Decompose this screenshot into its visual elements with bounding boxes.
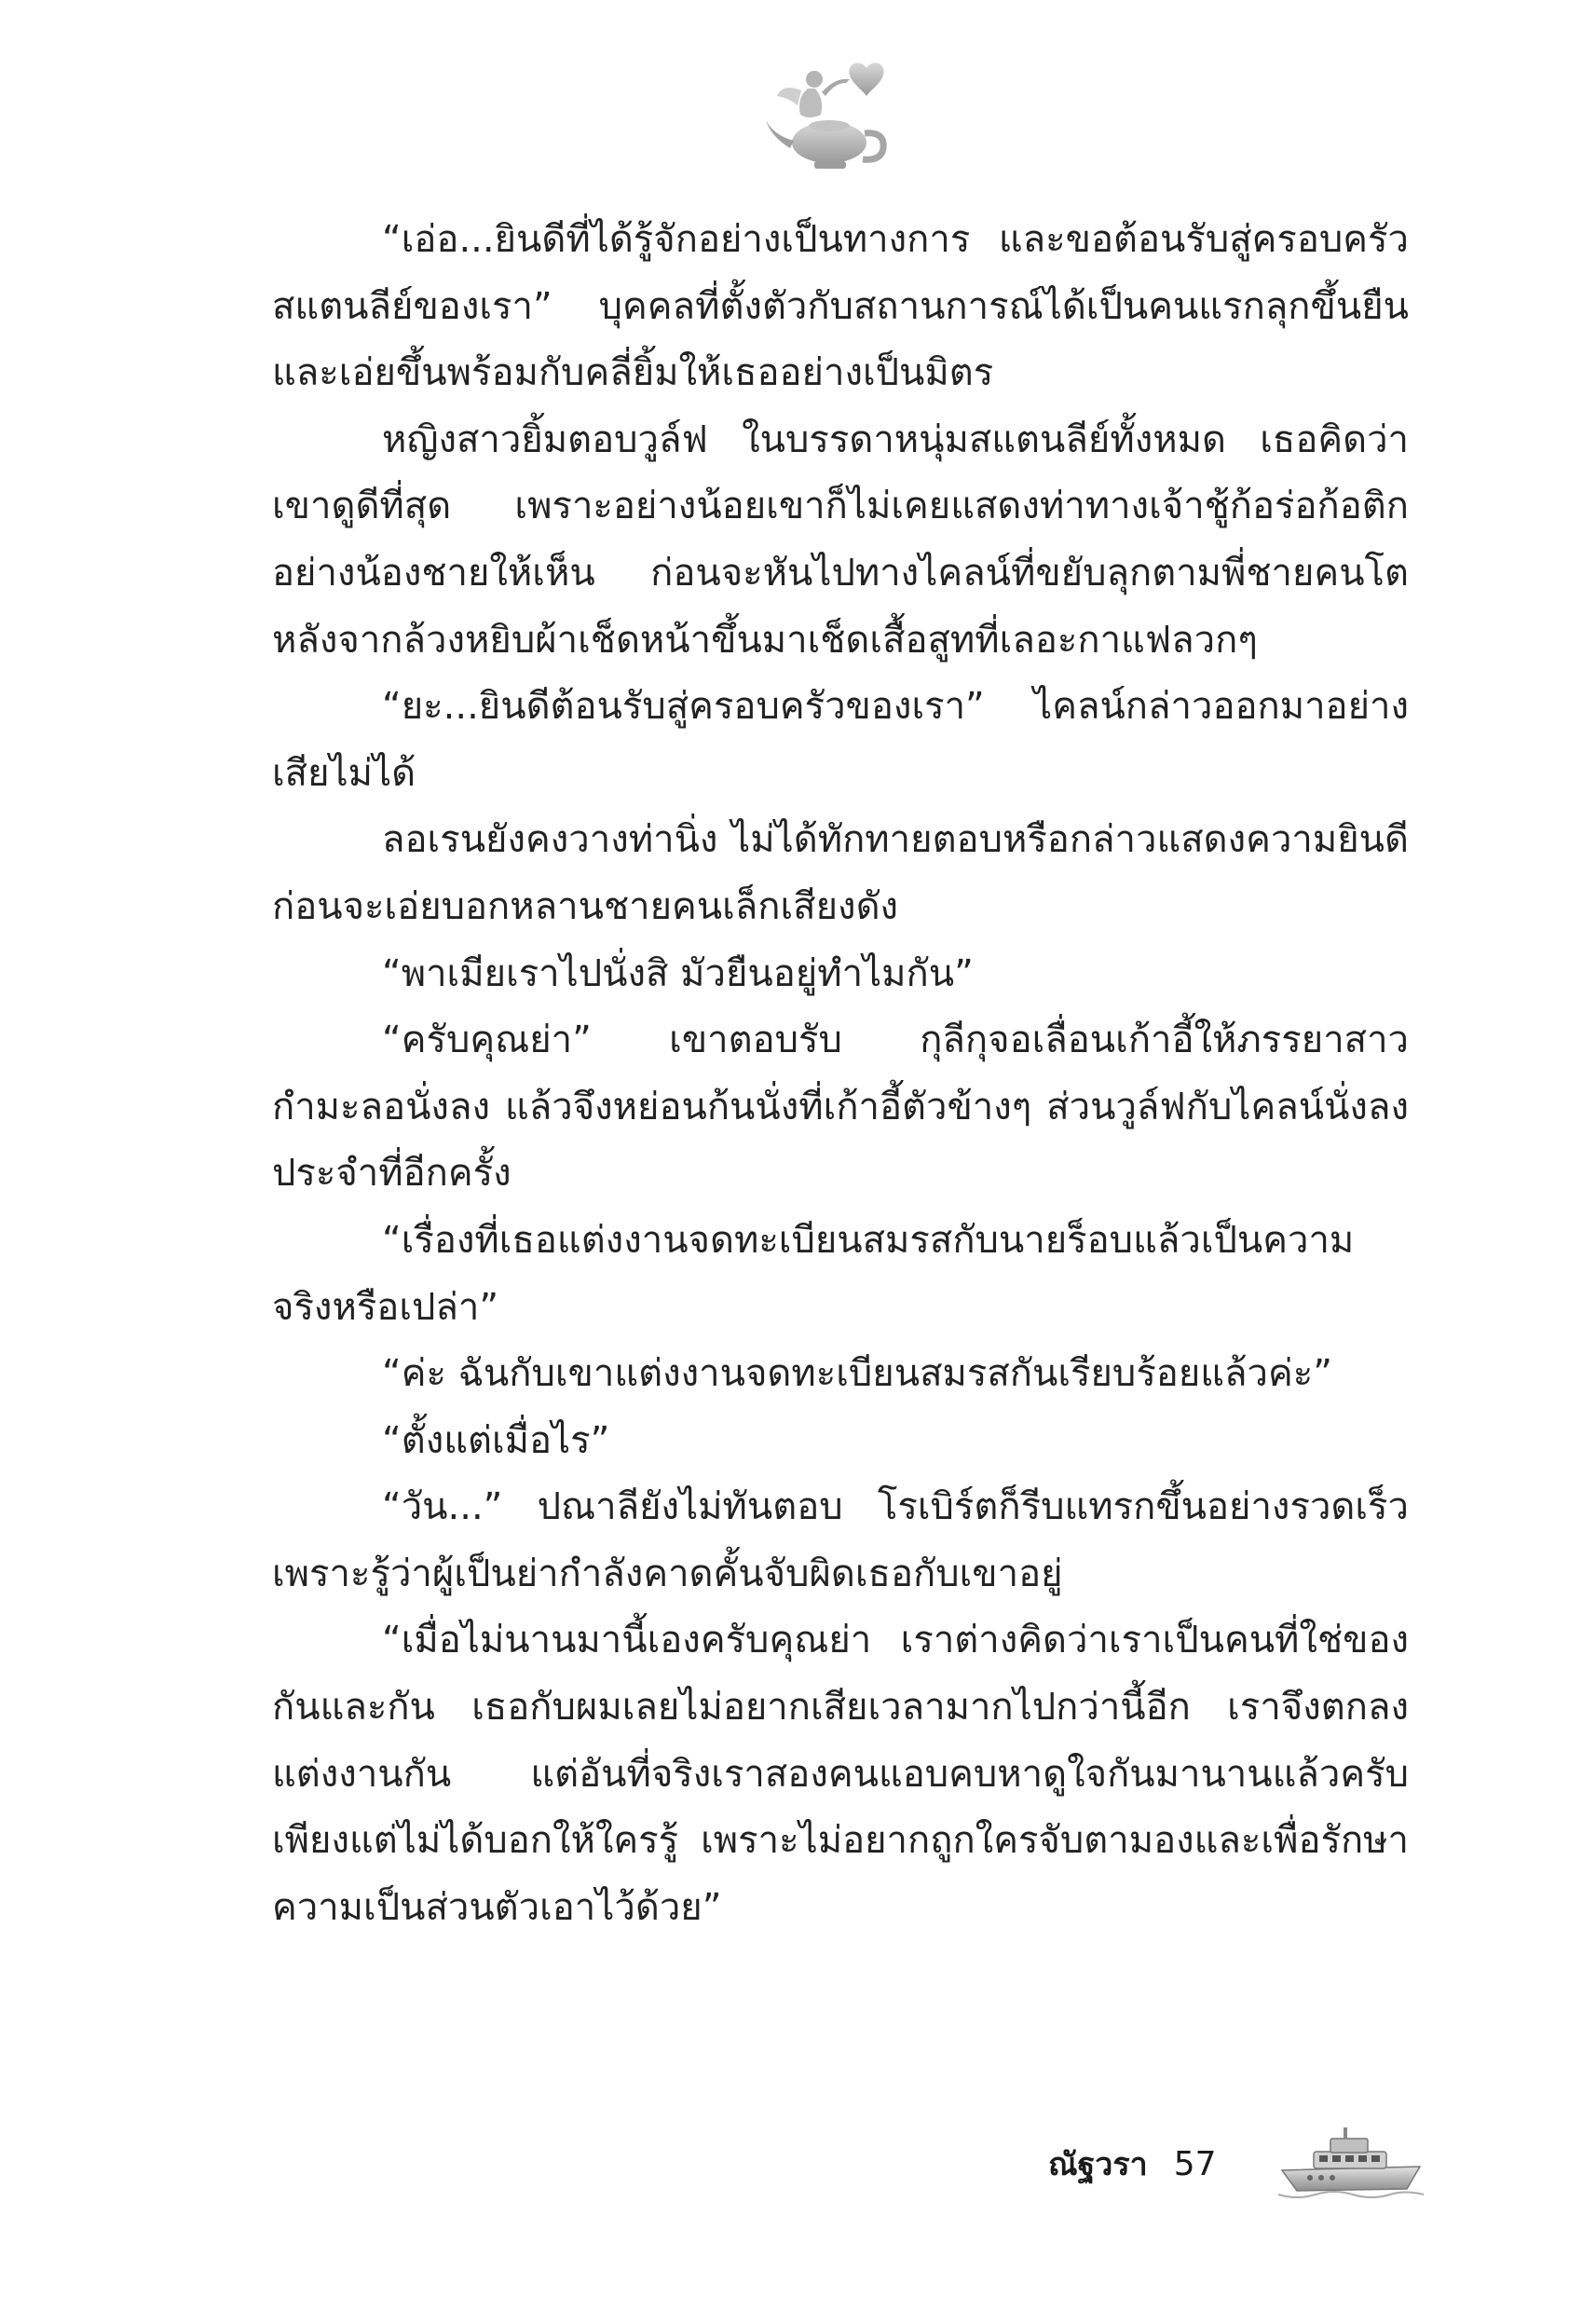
paragraph: “ยะ...ยินดีต้อนรับสู่ครอบครัวของเรา” ไคลน์กล่าวออกมาอย่างเสียไม่ได้ bbox=[272, 685, 1409, 795]
paragraph: “วัน...” ปณาลียังไม่ทันตอบ โรเบิร์ตก็รีบแทรกขึ้นอย่างรวดเร็วเพราะรู้ว่าผู้เป็นย่ากำลังคาดคั้นจับผิดเธอกับเขาอยู่ bbox=[272, 1485, 1409, 1595]
paragraph: “ตั้งแต่เมื่อไร” bbox=[382, 1418, 610, 1462]
book-title: ณัฐวรา bbox=[1048, 2146, 1148, 2183]
paragraph: “เรื่องที่เธอแต่งงานจดทะเบียนสมรสกับนายร็อบแล้วเป็นความจริงหรือเปล่า” bbox=[272, 1218, 1355, 1329]
paragraph: “เมื่อไม่นานมานี้เองครับคุณย่า เราต่างคิดว่าเราเป็นคนที่ใช่ของกันและกัน เธอกับผมเลยไม่อยากเสียเวลามากไปกว่านี้อีก เราจึงตกลงแต่งงานกัน แต่อันที่จริงเราสองคนแอบคบหาดูใจกันมานานแล้วครับ เพียงแต่ไม่ได้บอกให้ใครรู้ เพราะไม่อยากถูกใครจับตามองและเพื่อรักษาความเป็นส่วนตัวเอาไว้ด้วย” bbox=[272, 1619, 1409, 1929]
body-text bbox=[272, 207, 1409, 1941]
paragraph: “พาเมียเราไปนั่งสิ มัวยืนอยู่ทำไมกัน” bbox=[382, 951, 974, 995]
paragraph: “ครับคุณย่า” เขาตอบรับ กุลีกุจอเลื่อนเก้าอี้ให้ภรรยาสาวกำมะลอนั่งลง แล้วจึงหย่อนก้นนั่งที่เก้าอี้ตัวข้างๆ ส่วนวูล์ฟกับไคลน์นั่งลงประจำที่อีกครั้ง bbox=[272, 1019, 1409, 1196]
page-footer bbox=[1048, 2126, 1217, 2201]
page-number: 57 bbox=[1173, 2144, 1217, 2183]
boat-icon bbox=[1276, 2120, 1425, 2204]
teapot-cupid-ornament-icon bbox=[757, 51, 896, 177]
paragraph: “เอ่อ...ยินดีที่ได้รู้จักอย่างเป็นทางการ และขอต้อนรับสู่ครอบครัวสแตนลีย์ของเรา” บุคคลที่ตั้งตัวกับสถานการณ์ได้เป็นคนแรกลุกขึ้นยืนและเอ่ยขึ้นพร้อมกับคลี่ยิ้มให้เธออย่างเป็นมิตร bbox=[272, 218, 1409, 395]
paragraph: “ค่ะ ฉันกับเขาแต่งงานจดทะเบียนสมรสกันเรียบร้อยแล้วค่ะ” bbox=[382, 1352, 1332, 1396]
paragraph: หญิงสาวยิ้มตอบวูล์ฟ ในบรรดาหนุ่มสแตนลีย์ทั้งหมด เธอคิดว่าเขาดูดีที่สุด เพราะอย่างน้อยเขาก็ไม่เคยแสดงท่าทางเจ้าชู้ก้อร่อก้อติกอย่างน้องชายให้เห็น ก่อนจะหันไปทางไคลน์ที่ขยับลุกตามพี่ชายคนโตหลังจากล้วงหยิบผ้าเช็ดหน้าขึ้นมาเช็ดเสื้อสูทที่เลอะกาแฟลวกๆ bbox=[272, 417, 1409, 662]
paragraph: ลอเรนยังคงวางท่านิ่ง ไม่ได้ทักทายตอบหรือกล่าวแสดงความยินดีก่อนจะเอ่ยบอกหลานชายคนเล็กเสียงดัง bbox=[272, 818, 1409, 928]
